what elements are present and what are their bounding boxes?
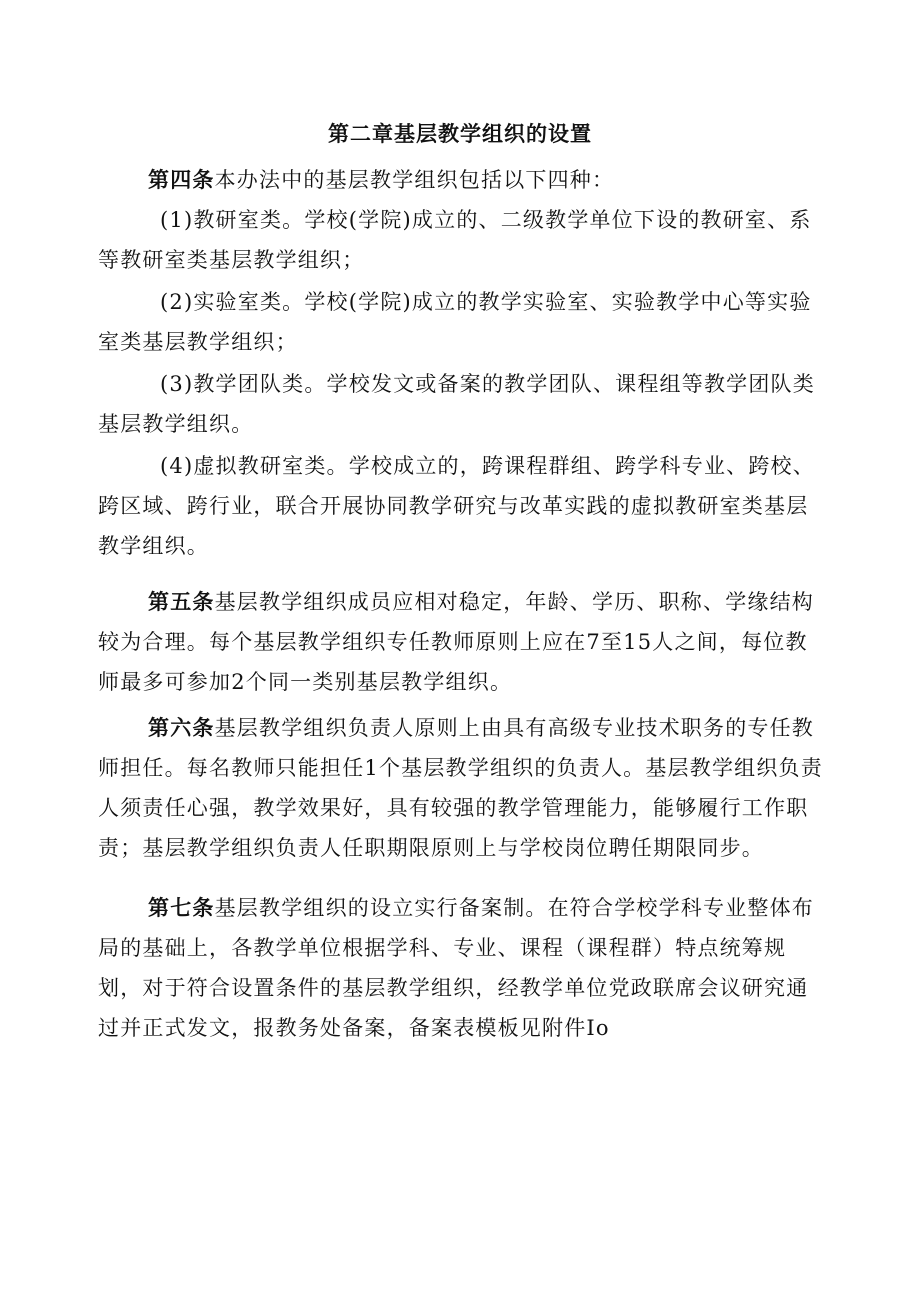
article-4-item-4: (4)虚拟教研室类。学校成立的，跨课程群组、跨学科专业、跨校、跨区域、跨行业，联合开展协同教学研究与改革实践的虚拟教研室类基层教学组织。 [98,454,815,558]
article-6-label: 第六条 [148,716,215,740]
article-7-label: 第七条 [148,896,215,920]
article-4-label: 第四条 [148,168,215,192]
chapter-title: 第二章基层教学组织的设置 [328,121,592,146]
article-7-text: 基层教学组织的设立实行备案制。在符合学校学科专业整体布局的基础上，各教学单位根据学科、专业、课程（课程群）特点统筹规划，对于符合设置条件的基层教学组织，经教学单位党政联席会议研究通过并正式发文，报教务处备案，备案表模板见附件Io [98,896,815,1040]
article-7 [98,888,828,1048]
article-6-text: 基层教学组织负责人原则上由具有高级专业技术职务的专任教师担任。每名教师只能担任1个基层教学组织的负责人。基层教学组织负责人须责任心强，教学效果好，具有较强的教学管理能力，能够履行工作职责；基层教学组织负责人任职期限原则上与学校岗位聘任期限同步。 [98,716,823,860]
article-5-label: 第五条 [148,590,215,614]
article-6 [98,708,828,868]
article-4-item-1: (1)教研室类。学校(学院)成立的、二级教学单位下设的教研室、系等教研室类基层教学组织； [98,208,812,272]
article-4-item-3: (3)教学团队类。学校发文或备案的教学团队、课程组等教学团队类基层教学组织。 [98,372,815,436]
article-4-item-2: (2)实验室类。学校(学院)成立的教学实验室、实验教学中心等实验室类基层教学组织； [98,290,812,354]
article-4-text: 本办法中的基层教学组织包括以下四种： [214,168,615,192]
article-5-text: 基层教学组织成员应相对稳定，年龄、学历、职称、学缘结构较为合理。每个基层教学组织专任教师原则上应在7至15人之间，每位教师最多可参加2个同一类别基层教学组织。 [98,590,815,694]
article-4-intro [98,160,828,200]
article-5 [98,582,828,702]
